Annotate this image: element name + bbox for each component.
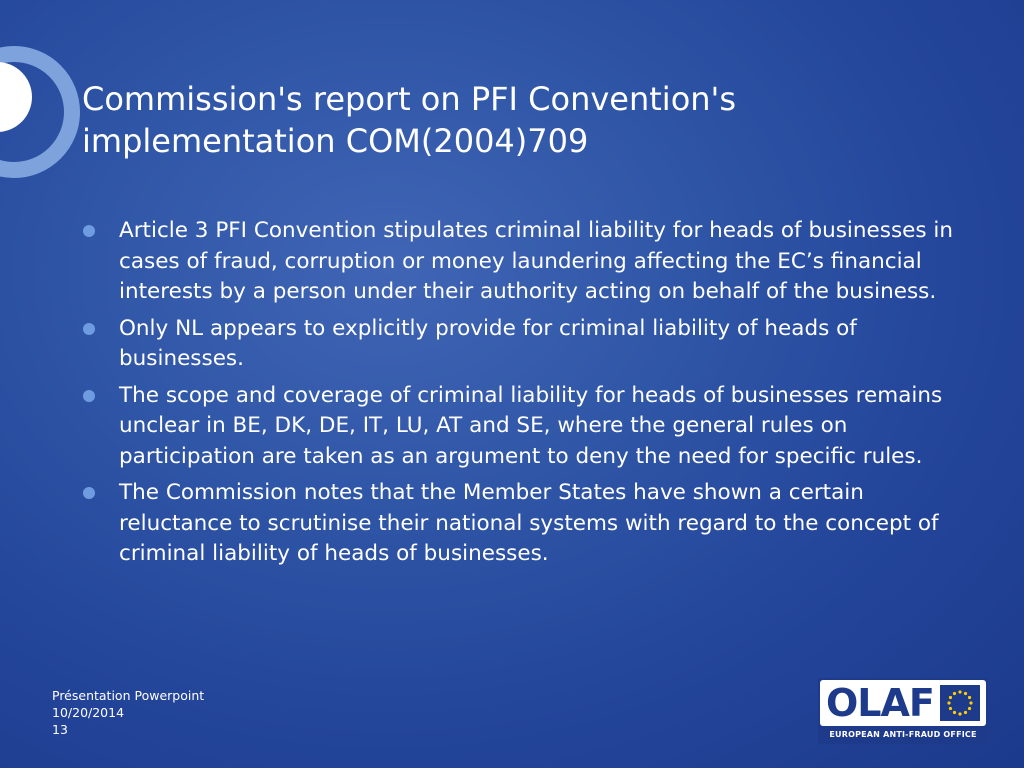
- eu-flag-stars: [940, 685, 980, 721]
- bullet-item: [82, 216, 982, 308]
- bullet-text: The scope and coverage of criminal liability for heads of businesses remains unclear in BE, DK, DE, IT, LU, AT and SE, where the general rules on participation are taken as an argument to deny the need for specific rules.: [119, 382, 943, 469]
- bullet-list: [82, 216, 982, 576]
- eu-star-icon: [947, 701, 950, 704]
- bullet-text: Only NL appears to explicitly provide for criminal liability of heads of businesses.: [119, 315, 857, 371]
- eu-star-icon: [958, 712, 961, 715]
- olaf-tagline: EUROPEAN ANTI-FRAUD OFFICE: [829, 730, 977, 739]
- eu-star-icon: [964, 692, 967, 695]
- bullet-dot-icon: [83, 323, 95, 335]
- eu-star-icon: [968, 707, 971, 710]
- footer-page-number: 13: [52, 722, 68, 737]
- olaf-wordmark: OLAF: [826, 681, 934, 725]
- eu-star-icon: [968, 696, 971, 699]
- eu-star-icon: [949, 696, 952, 699]
- eu-flag-icon: [940, 685, 980, 721]
- olaf-logo-box: [820, 680, 986, 726]
- slide-title: Commission's report on PFI Convention's implementation COM(2004)709: [82, 80, 737, 160]
- bullet-item: [82, 478, 982, 570]
- bullet-item: [82, 314, 982, 375]
- eu-star-icon: [949, 707, 952, 710]
- eu-star-icon: [958, 690, 961, 693]
- eu-star-icon: [969, 701, 972, 704]
- footer-presentation-name: Présentation Powerpoint: [52, 688, 205, 703]
- bullet-text: The Commission notes that the Member States have shown a certain reluctance to scrutinise their national systems with regard to the concept of criminal liability of heads of businesses.: [119, 480, 939, 566]
- bullet-text: Article 3 PFI Convention stipulates criminal liability for heads of businesses in cases of fraud, corruption or money laundering affecting the EC’s financial interests by a person under their authority acting on behalf of the business.: [119, 218, 954, 304]
- bullet-dot-icon: [83, 225, 95, 237]
- bullet-item: [82, 381, 982, 473]
- olaf-logo: [818, 678, 988, 744]
- bullet-dot-icon: [83, 487, 95, 499]
- slide-footer: [52, 687, 204, 738]
- bullet-dot-icon: [83, 390, 95, 402]
- eu-star-icon: [953, 692, 956, 695]
- eu-star-icon: [964, 711, 967, 714]
- eu-star-icon: [953, 711, 956, 714]
- footer-date: 10/20/2014: [52, 705, 125, 720]
